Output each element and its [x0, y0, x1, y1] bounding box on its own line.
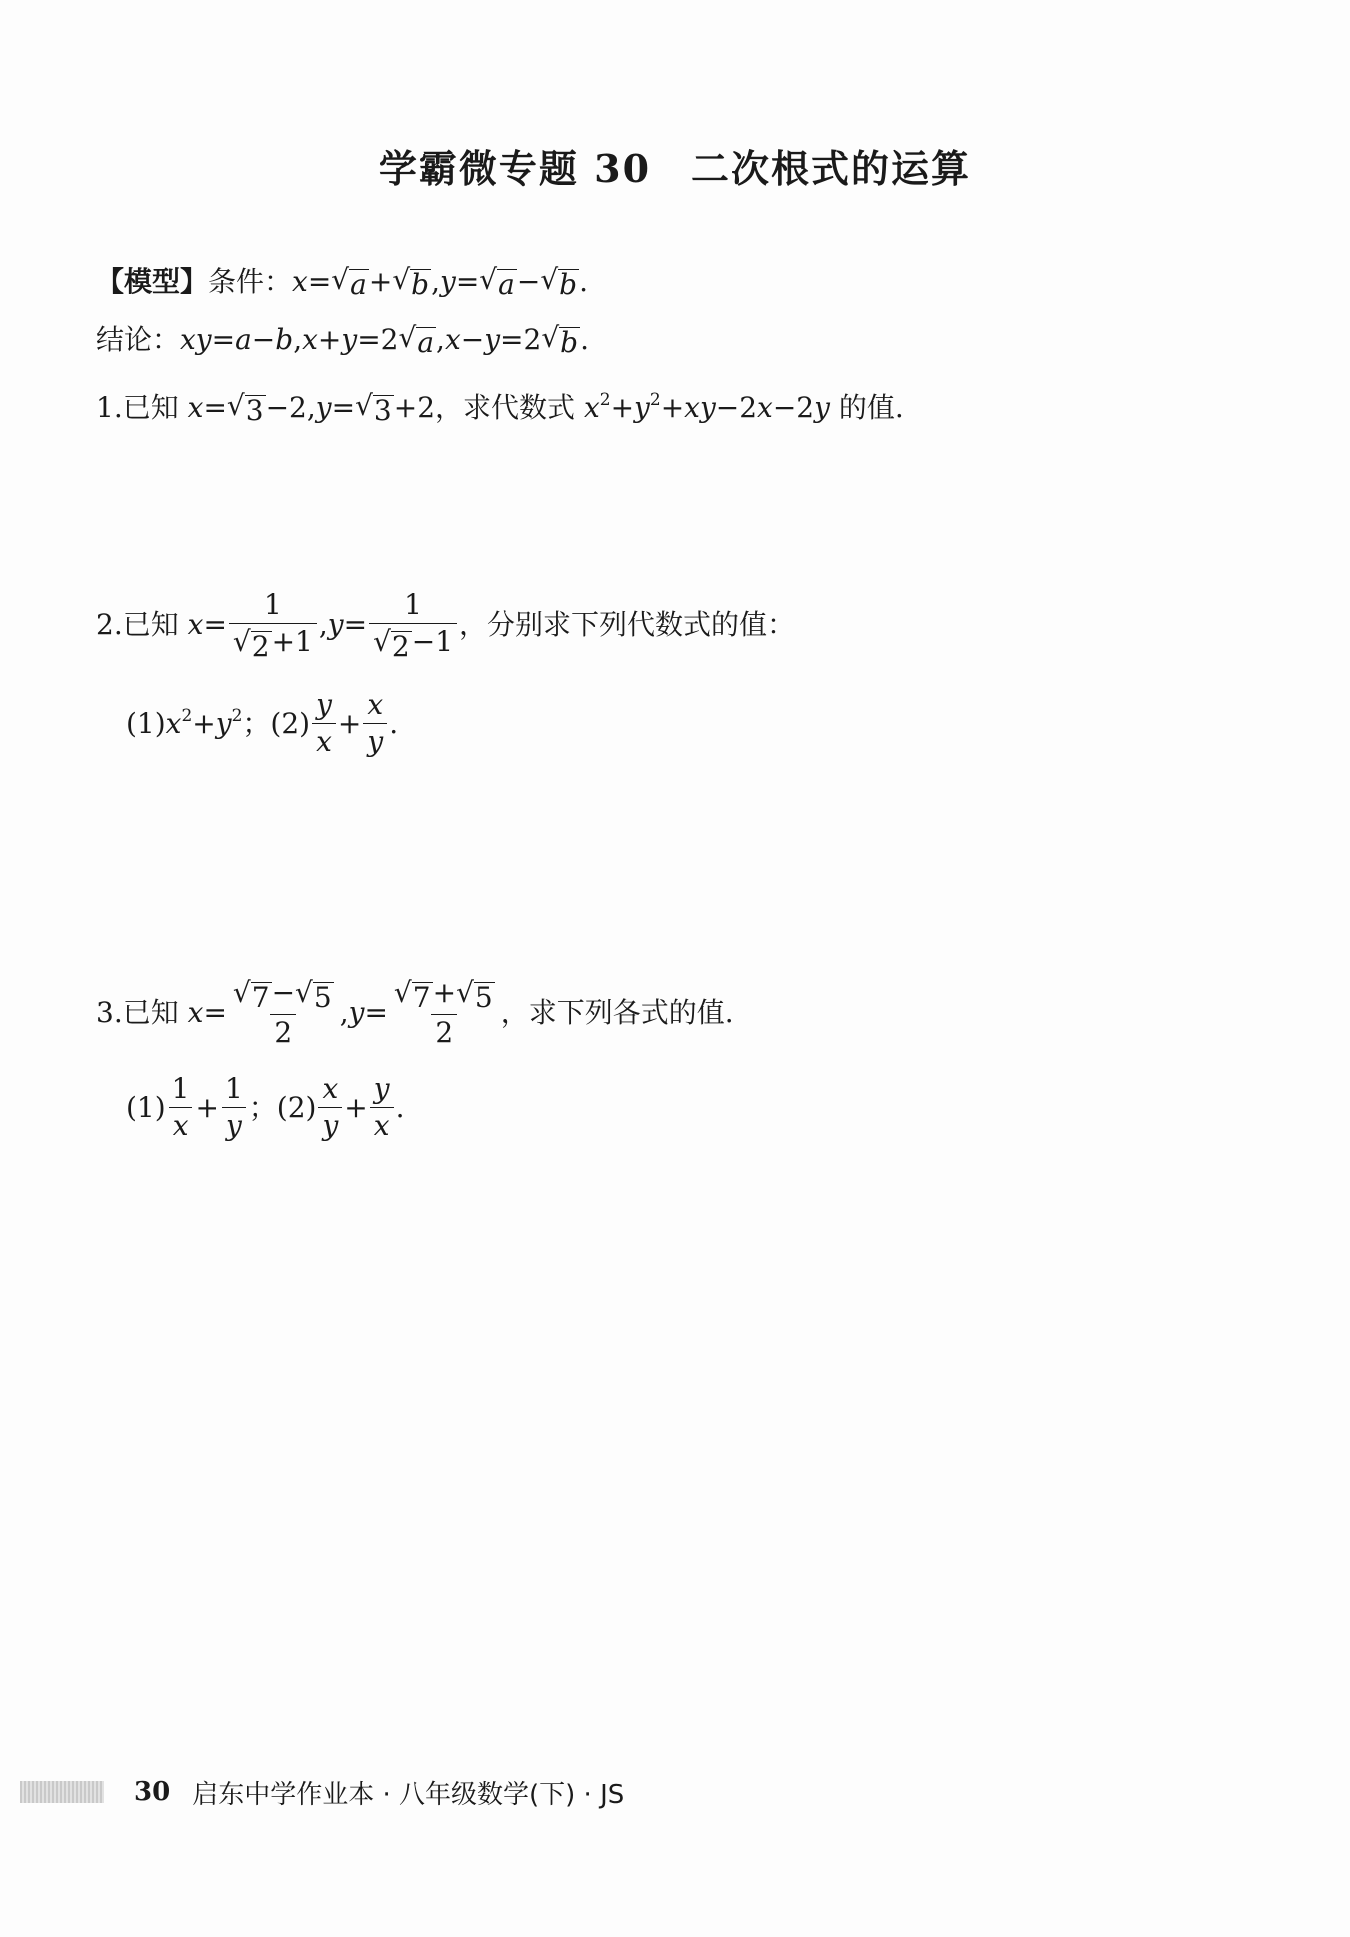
conclusion-label: 结论： [96, 323, 181, 356]
fraction: $\frac{y}{x}$ [312, 690, 336, 758]
problem-3-prefix: 已知 [122, 996, 179, 1030]
fraction: $\frac{x}{y}$ [363, 690, 387, 758]
problem-1-prefix: 已知 [122, 391, 179, 424]
problem-1: 1. 已知 x = √ 3 −2, y = √ 3 +2 ，求代数式 x $^2$ + y $^2$ + xy −2 x −2 y 的值. [96, 388, 904, 427]
title-main: 学霸微专题 30 [378, 146, 652, 191]
fraction: 1 √ 2 +1 [229, 590, 317, 661]
page-footer [20, 1772, 624, 1812]
model-tag: 【模型】 [96, 265, 209, 298]
problem-3-parts: (1) $\frac{1}{x}$ + $\frac{1}{y}$ ；(2) $\frac{x}{y}$ + $\frac{y}{x}$ . [126, 1072, 405, 1142]
model-condition-line: 【模型】 条件： x = √ a + √ b , y = √ a − √ b . [96, 262, 588, 301]
page-title [0, 138, 1350, 193]
footer-decorative-bar [20, 1781, 104, 1803]
problem-3-suffix: ，求下列各式的值. [500, 996, 734, 1030]
problem-1-suffix: ，求代数式 [435, 391, 576, 424]
problem-2-part2-label: ；(2) [242, 706, 311, 740]
model-conclusion-line: 结论： xy = a − b , x + y =2 √ a , x − y =2 √ b . [96, 320, 589, 359]
problem-3: 3. 已知 x = √ 7 − √ 5 2 , y = √ 7 + √ 5 2 ，求下列各式的值. [96, 976, 734, 1049]
fraction: $\frac{1}{x}$ [168, 1074, 194, 1142]
problem-2: 2. 已知 x = 1 √ 2 +1 , y = 1 √ 2 −1 ，分别求下列代数式的值： [96, 588, 796, 663]
problem-3-part1-label: (1) [126, 1090, 166, 1124]
title-topic: 二次根式的运算 [691, 146, 972, 191]
book-title: 启东中学作业本 · 八年级数学(下) · JS [192, 1779, 625, 1810]
fraction: $\frac{y}{x}$ [370, 1074, 394, 1142]
fraction: $\frac{1}{y}$ [221, 1074, 247, 1142]
problem-3-part2-label: ；(2) [248, 1090, 317, 1124]
problem-2-number: 2. [96, 608, 123, 642]
fraction: 1 √ 2 −1 [369, 590, 457, 661]
problem-1-tail: 的值. [838, 391, 904, 424]
condition-label: 条件： [208, 265, 293, 298]
problem-2-parts: (1) x $^2$ + y $^2$ ；(2) $\frac{y}{x}$ + $\frac{x}{y}$ . [126, 688, 399, 758]
page-number: 30 [134, 1777, 171, 1807]
fraction: √ 7 + √ 5 2 [393, 976, 493, 1049]
fraction: √ 7 − √ 5 2 [232, 976, 332, 1049]
fraction: $\frac{x}{y}$ [318, 1074, 342, 1142]
problem-3-number: 3. [96, 996, 123, 1030]
problem-2-prefix: 已知 [122, 608, 179, 642]
problem-1-number: 1. [96, 391, 123, 424]
problem-2-suffix: ，分别求下列代数式的值： [459, 608, 796, 642]
problem-2-part1-label: (1) [126, 706, 166, 740]
